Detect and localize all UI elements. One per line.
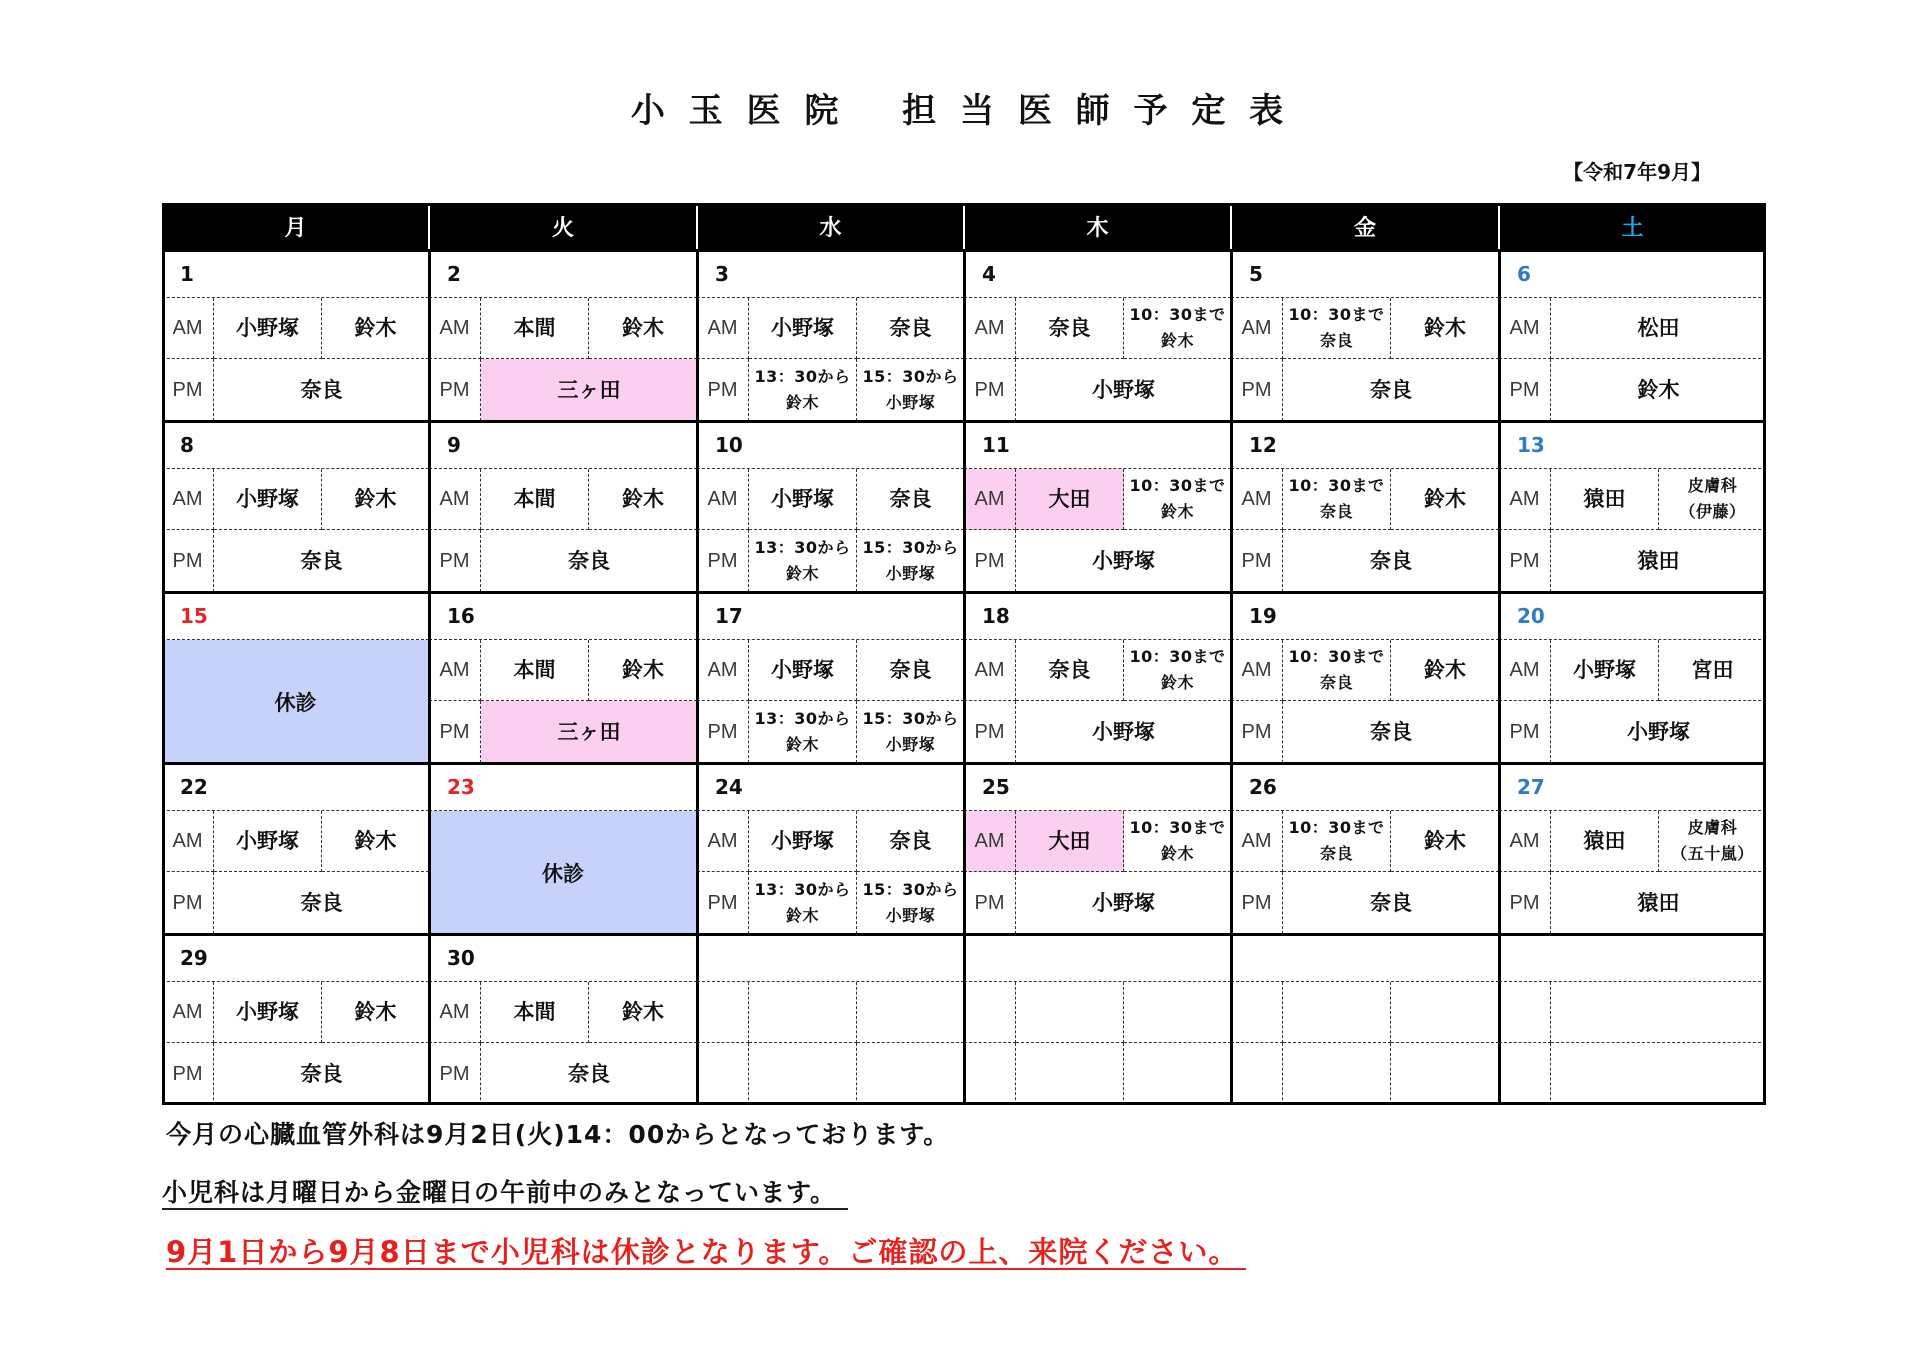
doctor-name: 小野塚 [885, 906, 936, 925]
time-note: 13：30から [754, 880, 851, 899]
day-number: 18 [982, 603, 1010, 628]
doctor-name: 鈴木 [785, 735, 819, 754]
am-label: AM [429, 298, 481, 359]
day-number: 6 [1517, 261, 1531, 286]
am-label: AM [1499, 298, 1551, 359]
day-number: 2 [447, 261, 461, 286]
doctor-name: 小野塚 [885, 735, 936, 754]
doctor-name: 大田 [1048, 487, 1091, 511]
am-label: AM [162, 811, 214, 872]
weekday-header-mon: 月 [162, 203, 429, 250]
doctor-name: 猿田 [1637, 549, 1680, 573]
doctor-name: 鈴木 [1160, 673, 1194, 692]
am-label: AM [1231, 469, 1283, 530]
day-number: 24 [715, 774, 743, 799]
doctor-name: 鈴木 [1637, 378, 1680, 402]
doctor-name: 三ヶ田 [557, 378, 621, 402]
am-label: AM [1499, 811, 1551, 872]
day-number: 10 [715, 432, 743, 457]
doctor-name: （五十嵐） [1671, 844, 1754, 863]
day-number: 5 [1249, 261, 1263, 286]
doctor-name: 鈴木 [1160, 502, 1194, 521]
doctor-name: 奈良 [1370, 549, 1412, 573]
day-number: 4 [982, 261, 996, 286]
pm-label: PM [429, 530, 481, 592]
time-note: 10：30まで [1288, 305, 1385, 324]
pm-label: PM [162, 359, 214, 421]
doctor-name: 鈴木 [785, 906, 819, 925]
department-name: 皮膚科 [1687, 818, 1738, 837]
time-note: 10：30まで [1129, 818, 1226, 837]
am-label: AM [964, 640, 1016, 701]
time-note: 10：30まで [1288, 647, 1385, 666]
doctor-name: 奈良 [300, 549, 343, 573]
doctor-name: 鈴木 [354, 829, 397, 853]
pm-label: PM [964, 530, 1016, 592]
am-label: AM [964, 298, 1016, 359]
doctor-name: 小野塚 [1627, 720, 1690, 744]
doctor-name: 鈴木 [354, 316, 397, 340]
day-number: 13 [1517, 432, 1545, 457]
day-number: 17 [715, 603, 743, 628]
doctor-name: 鈴木 [622, 487, 664, 511]
time-note: 15：30から [862, 538, 959, 557]
doctor-name: 本間 [513, 487, 556, 511]
doctor-name: 猿田 [1583, 829, 1626, 853]
am-label: AM [697, 640, 749, 701]
pm-label: PM [1499, 872, 1551, 934]
am-label: AM [697, 469, 749, 530]
pm-label: PM [1231, 872, 1283, 934]
day-number: 25 [982, 774, 1010, 799]
doctor-name: 奈良 [889, 487, 932, 511]
doctor-name: 小野塚 [885, 564, 936, 583]
weekday-header-tue: 火 [429, 203, 697, 250]
table-frame [162, 203, 1766, 1105]
pm-label: PM [429, 1043, 481, 1105]
day-number: 8 [180, 432, 194, 457]
pm-label: PM [1231, 359, 1283, 421]
doctor-name: 奈良 [1319, 502, 1353, 521]
pm-label: PM [964, 872, 1016, 934]
doctor-name: 奈良 [300, 891, 343, 915]
doctor-name: 小野塚 [1092, 720, 1155, 744]
day-number: 26 [1249, 774, 1277, 799]
pm-label: PM [1231, 701, 1283, 763]
day-number: 29 [180, 945, 208, 970]
am-label: AM [429, 469, 481, 530]
doctor-name: 鈴木 [1160, 331, 1194, 350]
doctor-name: 鈴木 [622, 316, 664, 340]
pm-label: PM [697, 872, 749, 934]
time-note: 15：30から [862, 880, 959, 899]
time-note: 15：30から [862, 709, 959, 728]
pm-label: PM [1499, 701, 1551, 763]
doctor-name: 鈴木 [1424, 829, 1466, 853]
am-label: AM [1231, 298, 1283, 359]
pm-label: PM [162, 530, 214, 592]
am-label: AM [964, 811, 1016, 872]
doctor-name: 奈良 [1319, 673, 1353, 692]
pm-label: PM [697, 530, 749, 592]
doctor-name: 鈴木 [785, 393, 819, 412]
doctor-name: 小野塚 [1092, 891, 1155, 915]
doctor-name: 小野塚 [236, 487, 299, 511]
am-label: AM [429, 982, 481, 1043]
doctor-name: 小野塚 [1092, 549, 1155, 573]
day-number: 22 [180, 774, 208, 799]
closed-notice: 休診 [162, 640, 429, 763]
time-note: 10：30まで [1129, 305, 1226, 324]
doctor-name: 奈良 [1319, 844, 1353, 863]
doctor-name: 奈良 [300, 1062, 343, 1086]
cardiology-notice: 今月の心臓血管外科は9月2日(火)14：00からとなっております。 [166, 1120, 950, 1149]
day-number: 23 [447, 774, 475, 799]
pm-label: PM [1499, 530, 1551, 592]
doctor-name: 本間 [513, 1000, 556, 1024]
day-number: 9 [447, 432, 461, 457]
time-note: 13：30から [754, 709, 851, 728]
day-number: 11 [982, 432, 1010, 457]
doctor-name: 鈴木 [1424, 487, 1466, 511]
doctor-name: 小野塚 [771, 829, 834, 853]
doctor-name: 奈良 [1370, 720, 1412, 744]
doctor-name: 松田 [1637, 316, 1680, 340]
weekday-header-sat: 土 [1499, 203, 1766, 250]
am-label: AM [1231, 811, 1283, 872]
am-label: AM [1499, 640, 1551, 701]
day-number: 15 [180, 603, 208, 628]
doctor-name: 奈良 [568, 549, 610, 573]
doctor-name: 猿田 [1583, 487, 1626, 511]
schedule-period: 【令和7年9月】 [1563, 160, 1711, 184]
pm-label: PM [1499, 359, 1551, 421]
day-number: 16 [447, 603, 475, 628]
am-label: AM [1231, 640, 1283, 701]
doctor-name: 小野塚 [885, 393, 936, 412]
doctor-name: 奈良 [1048, 658, 1091, 682]
schedule-table [162, 203, 1766, 1105]
pm-label: PM [162, 872, 214, 934]
doctor-name: 小野塚 [236, 829, 299, 853]
doctor-name: 大田 [1048, 829, 1091, 853]
pm-label: PM [429, 701, 481, 763]
doctor-name: 小野塚 [771, 316, 834, 340]
pediatrics-hours-notice: 小児科は月曜日から金曜日の午前中のみとなっています。 [162, 1178, 848, 1210]
time-note: 10：30まで [1288, 818, 1385, 837]
am-label: AM [429, 640, 481, 701]
am-label: AM [697, 811, 749, 872]
doctor-name: 小野塚 [1092, 378, 1155, 402]
doctor-name: 本間 [513, 658, 556, 682]
am-label: AM [697, 298, 749, 359]
day-number: 12 [1249, 432, 1277, 457]
am-label: AM [964, 469, 1016, 530]
weekday-header-thu: 木 [964, 203, 1231, 250]
pm-label: PM [429, 359, 481, 421]
doctor-name: 奈良 [1319, 331, 1353, 350]
doctor-name: 鈴木 [354, 487, 397, 511]
time-note: 10：30まで [1288, 476, 1385, 495]
day-number: 20 [1517, 603, 1545, 628]
doctor-name: 猿田 [1637, 891, 1680, 915]
time-note: 13：30から [754, 367, 851, 386]
pm-label: PM [162, 1043, 214, 1105]
doctor-name: 奈良 [889, 829, 932, 853]
doctor-name: 奈良 [300, 378, 343, 402]
pm-label: PM [697, 701, 749, 763]
am-label: AM [162, 982, 214, 1043]
department-name: 皮膚科 [1687, 476, 1738, 495]
doctor-name: 小野塚 [771, 487, 834, 511]
time-note: 10：30まで [1129, 476, 1226, 495]
pm-label: PM [1231, 530, 1283, 592]
doctor-name: 鈴木 [1424, 316, 1466, 340]
day-number: 1 [180, 261, 194, 286]
doctor-name: 鈴木 [1424, 658, 1466, 682]
doctor-name: 鈴木 [622, 658, 664, 682]
doctor-name: 奈良 [889, 316, 932, 340]
day-number: 3 [715, 261, 729, 286]
page-title: 小 玉 医 院 担 当 医 師 予 定 表 [630, 91, 1290, 131]
doctor-name: 三ヶ田 [557, 720, 621, 744]
doctor-name: 奈良 [1048, 316, 1091, 340]
doctor-name: 奈良 [1370, 891, 1412, 915]
pm-label: PM [964, 701, 1016, 763]
day-number: 27 [1517, 774, 1545, 799]
am-label: AM [162, 469, 214, 530]
closed-notice: 休診 [429, 811, 697, 934]
doctor-name: 小野塚 [1573, 658, 1636, 682]
time-note: 15：30から [862, 367, 959, 386]
weekday-header-wed: 水 [697, 203, 964, 250]
time-note: 10：30まで [1129, 647, 1226, 666]
doctor-name: （伊藤） [1679, 502, 1746, 521]
weekday-header-fri: 金 [1231, 203, 1499, 250]
doctor-name: 鈴木 [622, 1000, 664, 1024]
doctor-name: 奈良 [568, 1062, 610, 1086]
pm-label: PM [697, 359, 749, 421]
doctor-name: 鈴木 [785, 564, 819, 583]
doctor-name: 小野塚 [771, 658, 834, 682]
doctor-name: 本間 [513, 316, 556, 340]
doctor-name: 鈴木 [354, 1000, 397, 1024]
pm-label: PM [964, 359, 1016, 421]
doctor-name: 小野塚 [236, 1000, 299, 1024]
am-label: AM [1499, 469, 1551, 530]
doctor-name: 小野塚 [236, 316, 299, 340]
am-label: AM [162, 298, 214, 359]
time-note: 13：30から [754, 538, 851, 557]
doctor-name: 鈴木 [1160, 844, 1194, 863]
pediatrics-closure-notice: 9月1日から9月8日まで小児科は休診となります。ご確認の上、来院ください。 [166, 1236, 1246, 1270]
doctor-name: 宮田 [1691, 658, 1734, 682]
day-number: 30 [447, 945, 475, 970]
doctor-name: 奈良 [889, 658, 932, 682]
doctor-name: 奈良 [1370, 378, 1412, 402]
day-number: 19 [1249, 603, 1277, 628]
